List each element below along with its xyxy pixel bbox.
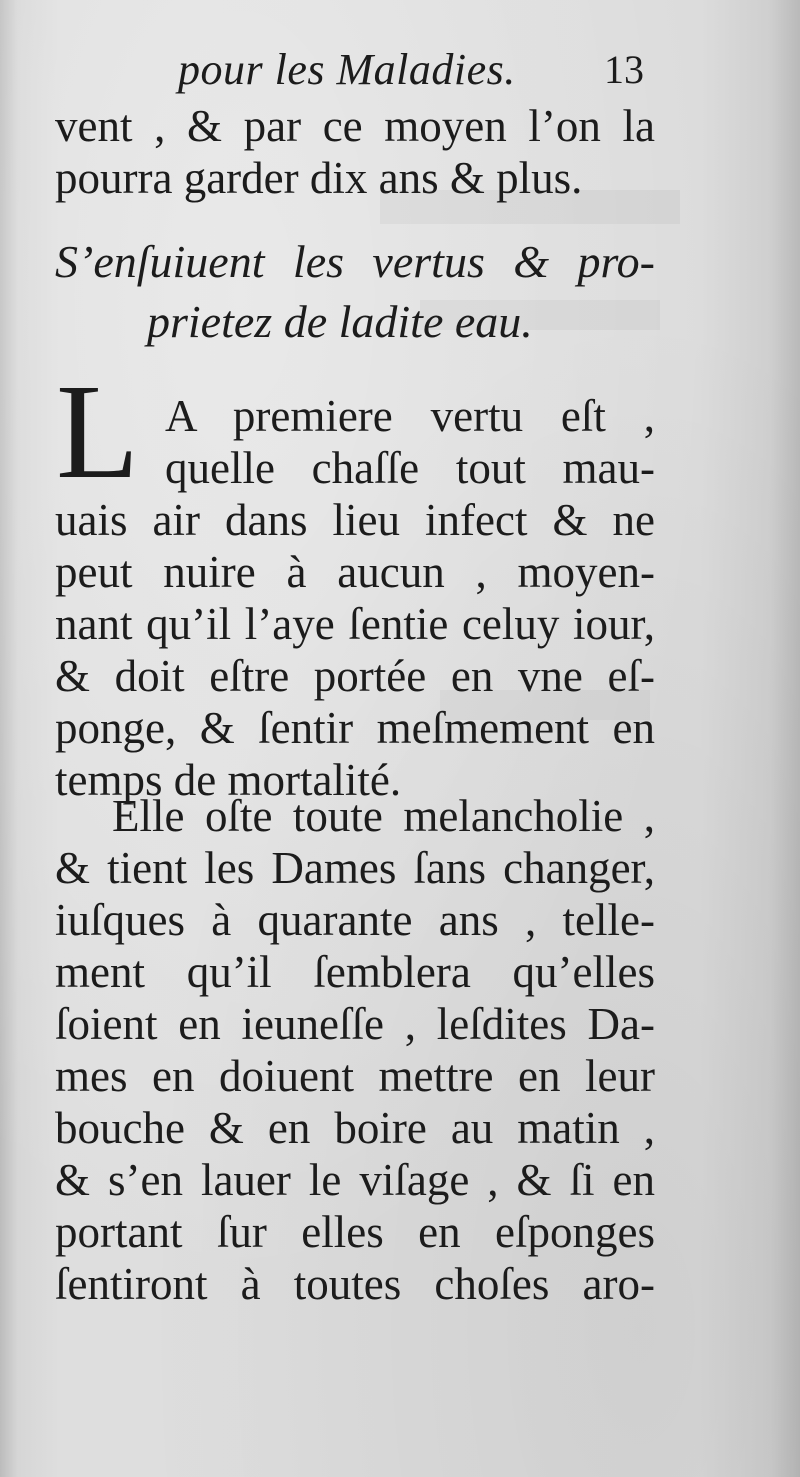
heading-line: S’enſuiuent les vertus & pro- bbox=[55, 236, 655, 287]
continuation-text bbox=[55, 100, 655, 204]
text-line: vent , & par ce moyen l’on la bbox=[55, 101, 655, 151]
paragraph-first-virtue bbox=[55, 390, 655, 806]
text-line: ment qu’il ſemblera qu’elles bbox=[55, 947, 655, 997]
paragraph-melancholy bbox=[55, 790, 655, 1310]
text-line: ponge, & ſentir meſmement en bbox=[55, 703, 655, 753]
text-line: A premiere vertu eſt , bbox=[165, 391, 655, 441]
text-line: portant ſur elles en eſponges bbox=[55, 1207, 655, 1257]
text-line: bouche & en boire au matin , bbox=[55, 1103, 655, 1153]
page-number: 13 bbox=[604, 47, 644, 92]
text-line: ſentiront à toutes choſes aro- bbox=[55, 1259, 655, 1309]
section-heading bbox=[55, 232, 655, 352]
heading-line: prietez de ladite eau. bbox=[147, 296, 533, 347]
page-header bbox=[0, 40, 800, 100]
text-line: quelle chaſſe tout mau- bbox=[165, 443, 655, 493]
text-line: & doit eſtre portée en vne eſ- bbox=[55, 651, 655, 701]
text-line: Elle oſte toute melancholie , bbox=[112, 791, 655, 841]
text-line: peut nuire à aucun , moyen- bbox=[55, 547, 655, 597]
text-line: temps de mortalité. bbox=[55, 755, 402, 805]
text-line: pourra garder dix ans & plus. bbox=[55, 153, 583, 203]
drop-cap-initial: L bbox=[56, 357, 140, 507]
text-line: & tient les Dames ſans changer, bbox=[55, 843, 655, 893]
text-line: iuſques à quarante ans , telle- bbox=[55, 895, 655, 945]
running-title: pour les Maladies. bbox=[178, 45, 516, 94]
text-line: uais air dans lieu infect & ne bbox=[55, 495, 655, 545]
text-line: nant qu’il l’aye ſentie celuy iour, bbox=[55, 599, 655, 649]
text-line: & s’en lauer le viſage , & ſi en bbox=[55, 1155, 655, 1205]
text-line: ſoient en ieuneſſe , leſdites Da- bbox=[55, 999, 655, 1049]
text-line: mes en doiuent mettre en leur bbox=[55, 1051, 655, 1101]
